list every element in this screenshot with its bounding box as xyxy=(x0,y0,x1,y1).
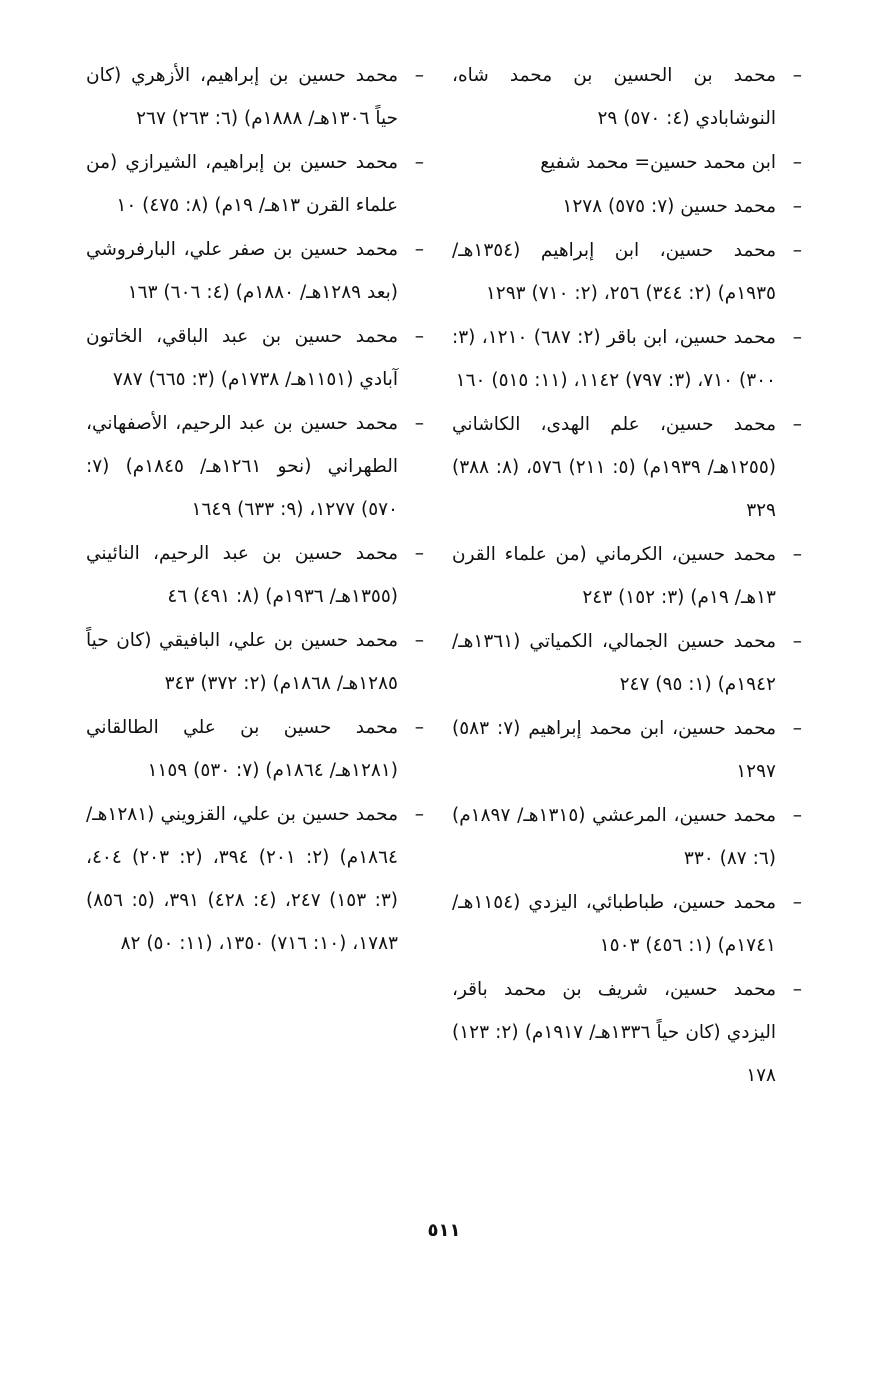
index-entry xyxy=(86,315,424,401)
index-entry xyxy=(452,403,802,532)
entry-text: محمد بن الحسين بن محمد شاه، النوشابادي (٤: ٥٧٠) ٢٩ xyxy=(452,65,776,129)
entry-text: محمد حسين، طباطبائي، اليزدي (١١٥٤هـ/ ١٧٤١م) (١: ٤٥٦) ١٥٠٣ xyxy=(452,892,776,956)
entry-text: ابن محمد حسين= محمد شفيع xyxy=(540,152,776,173)
entry-text: محمد حسين، شريف بن محمد باقر، اليزدي (كان حياً ١٣٣٦هـ/ ١٩١٧م) (٢: ١٢٣) ١٧٨ xyxy=(452,979,776,1086)
entry-dash: – xyxy=(414,413,424,434)
entry-dash: – xyxy=(792,196,802,217)
entry-dash: – xyxy=(414,239,424,260)
entry-dash: – xyxy=(792,327,802,348)
entry-dash: – xyxy=(792,414,802,435)
entry-dash: – xyxy=(792,65,802,86)
index-entry xyxy=(452,316,802,402)
index-entry xyxy=(452,968,802,1097)
entry-dash: – xyxy=(792,240,802,261)
index-entry xyxy=(86,402,424,531)
index-entry xyxy=(86,54,424,140)
index-column-right xyxy=(452,54,802,1098)
entry-text: محمد حسين، علم الهدى، الكاشاني (١٢٥٥هـ/ ١٩٣٩م) (٥: ٢١١) ٥٧٦، (٨: ٣٨٨) ٣٢٩ xyxy=(452,414,777,521)
entry-text: محمد حسين بن علي الطالقاني (١٢٨١هـ/ ١٨٦٤م) (٧: ٥٣٠) ١١٥٩ xyxy=(86,717,398,781)
entry-dash: – xyxy=(414,543,424,564)
entry-text: محمد حسين (٧: ٥٧٥) ١٢٧٨ xyxy=(562,196,776,217)
entry-text: محمد حسين بن عبد الرحيم، النائيني (١٣٥٥هـ/ ١٩٣٦م) (٨: ٤٩١) ٤٦ xyxy=(86,543,398,607)
index-entry xyxy=(452,185,802,228)
entry-text: محمد حسين بن علي، القزويني (١٢٨١هـ/ ١٨٦٤م) (٢: ٢٠١) ٣٩٤، (٢: ٢٠٣) ٤٠٤، (٣: ١٥٣) ٢٤٧، (٤: ٤٢٨) ٣٩١، (٥: ٨٥٦) ١٧٨٣، (١٠: ٧١٦) ١٣٥٠، (١١: ٥٠) ٨٢ xyxy=(86,804,398,954)
index-entry xyxy=(86,793,424,965)
index-entry xyxy=(452,881,802,967)
index-entry xyxy=(86,619,424,705)
entry-dash: – xyxy=(414,152,424,173)
entry-dash: – xyxy=(414,630,424,651)
entry-text: محمد حسين، المرعشي (١٣١٥هـ/ ١٨٩٧م) (٦: ٨٧) ٣٣٠ xyxy=(452,805,776,869)
entry-text: محمد حسين الجمالي، الكمياتي (١٣٦١هـ/ ١٩٤٢م) (١: ٩٥) ٢٤٧ xyxy=(452,631,776,695)
entry-dash: – xyxy=(414,326,424,347)
entry-dash: – xyxy=(414,65,424,86)
entry-text: محمد حسين بن عبد الرحيم، الأصفهاني، الطهراني (نحو ١٢٦١هـ/ ١٨٤٥م) (٧: ٥٧٠) ١٢٧٧، (٩: ٦٣٣) ١٦٤٩ xyxy=(86,413,398,520)
entry-dash: – xyxy=(414,717,424,738)
entry-text: محمد حسين بن إبراهيم، الأزهري (كان حياً ١٣٠٦هـ/ ١٨٨٨م) (٦: ٢٦٣) ٢٦٧ xyxy=(86,65,398,129)
index-entry xyxy=(86,532,424,618)
index-entry xyxy=(86,706,424,792)
index-entry xyxy=(452,620,802,706)
index-entry xyxy=(86,228,424,314)
entry-dash: – xyxy=(792,544,802,565)
index-entry xyxy=(452,141,802,184)
entry-dash: – xyxy=(792,892,802,913)
entry-dash: – xyxy=(792,979,802,1000)
entry-dash: – xyxy=(792,631,802,652)
entry-text: محمد حسين، ابن إبراهيم (١٣٥٤هـ/ ١٩٣٥م) (٢: ٣٤٤) ٢٥٦، (٢: ٧١٠) ١٢٩٣ xyxy=(452,240,776,304)
entry-dash: – xyxy=(792,805,802,826)
entry-dash: – xyxy=(792,718,802,739)
entry-dash: – xyxy=(414,804,424,825)
entry-text: محمد حسين بن علي، البافيقي (كان حياً ١٢٨٥هـ/ ١٨٦٨م) (٢: ٣٧٢) ٣٤٣ xyxy=(86,630,398,694)
entry-text: محمد حسين، الكرماني (من علماء القرن ١٣هـ/ ١٩م) (٣: ١٥٢) ٢٤٣ xyxy=(452,544,776,608)
entry-text: محمد حسين، ابن محمد إبراهيم (٧: ٥٨٣) ١٢٩٧ xyxy=(452,718,776,782)
index-entry xyxy=(452,794,802,880)
entry-text: محمد حسين بن عبد الباقي، الخاتون آبادي (١١٥١هـ/ ١٧٣٨م) (٣: ٦٦٥) ٧٨٧ xyxy=(86,326,398,390)
index-entry xyxy=(86,141,424,227)
index-entry xyxy=(452,533,802,619)
index-entry xyxy=(452,707,802,793)
entry-text: محمد حسين بن صفر علي، البارفروشي (بعد ١٢٨٩هـ/ ١٨٨٠م) (٤: ٦٠٦) ١٦٣ xyxy=(86,239,398,303)
index-column-left xyxy=(86,54,424,966)
entry-dash: – xyxy=(792,152,802,173)
entry-text: محمد حسين، ابن باقر (٢: ٦٨٧) ١٢١٠، (٣: ٣٠٠) ٧١٠، (٣: ٧٩٧) ١١٤٢، (١١: ٥١٥) ١٦٠ xyxy=(452,327,776,391)
entry-text: محمد حسين بن إبراهيم، الشيرازي (من علماء القرن ١٣هـ/ ١٩م) (٨: ٤٧٥) ١٠ xyxy=(86,152,398,216)
page-number: ٥١١ xyxy=(427,1220,461,1241)
index-entry xyxy=(452,229,802,315)
index-entry xyxy=(452,54,802,140)
